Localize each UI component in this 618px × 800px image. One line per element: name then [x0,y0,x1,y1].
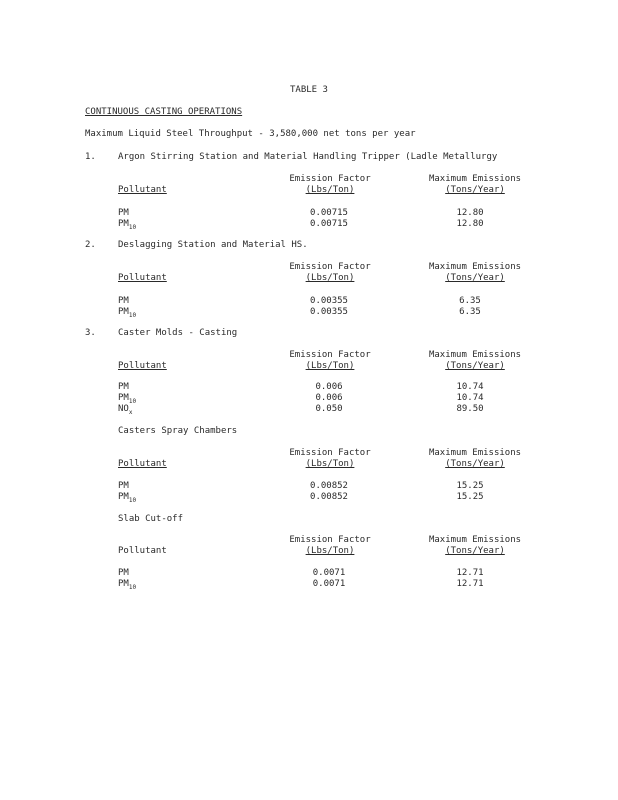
header-factor: Emission Factor [289,262,371,272]
section-heading: CONTINUOUS CASTING OPERATIONS [85,107,243,117]
max-cell: 12.80 [456,208,484,218]
section-number: 1. [85,152,96,162]
max-cell: 12.71 [456,568,484,578]
factor-cell: 0.00852 [310,481,348,491]
section-title: Casters Spray Chambers [118,426,238,436]
header-max: Maximum Emissions [428,174,522,184]
pollutant-cell: $PM_{10}$ [118,393,137,405]
header-max-units: (Tons/Year) [445,273,505,283]
max-cell: 12.71 [456,579,484,589]
header-factor: Emission Factor [289,535,371,545]
throughput-line: Maximum Liquid Steel Throughput - 3,580,000 net tons per year [85,129,416,139]
factor-cell: 0.00852 [310,492,348,502]
max-cell: 10.74 [456,382,484,392]
header-max-units: (Tons/Year) [445,546,505,556]
max-cell: 89.50 [456,404,484,414]
factor-cell: 0.00355 [310,296,348,306]
header-max: Maximum Emissions [428,262,522,272]
section-title: Deslagging Station and Material HS. [118,240,308,250]
section-title: Slab Cut-off [118,514,184,524]
pollutant-cell: $PM_{10}$ [118,307,137,319]
pollutant-cell: PM [118,296,129,306]
max-cell: 10.74 [456,393,484,403]
header-factor: Emission Factor [289,174,371,184]
factor-cell: 0.050 [315,404,343,414]
header-max-units: (Tons/Year) [445,459,505,469]
header-factor-units: (Lbs/Ton) [305,459,355,469]
factor-cell: 0.00715 [310,208,348,218]
pollutant-cell: PM [118,568,129,578]
factor-cell: 0.00715 [310,219,348,229]
max-cell: 6.35 [459,296,481,306]
section-number: 2. [85,240,96,250]
header-factor: Emission Factor [289,350,371,360]
factor-cell: 0.0071 [312,579,346,589]
header-pollutant: Pollutant [118,185,167,195]
pollutant-cell: $NO_x$ [118,404,133,416]
max-cell: 12.80 [456,219,484,229]
max-cell: 15.25 [456,481,484,491]
header-factor-units: (Lbs/Ton) [305,185,355,195]
header-max: Maximum Emissions [428,535,522,545]
pollutant-cell: PM [118,481,129,491]
header-pollutant: Pollutant [118,546,167,556]
factor-cell: 0.006 [315,393,343,403]
factor-cell: 0.0071 [312,568,346,578]
header-factor: Emission Factor [289,448,371,458]
max-cell: 15.25 [456,492,484,502]
section-title: Argon Stirring Station and Material Handling Tripper (Ladle Metallurgy [118,152,498,162]
section-title: Caster Molds - Casting [118,328,238,338]
header-max: Maximum Emissions [428,448,522,458]
pollutant-cell: $PM_{10}$ [118,579,137,591]
pollutant-cell: PM [118,208,129,218]
section-number: 3. [85,328,96,338]
header-pollutant: Pollutant [118,361,167,371]
header-max: Maximum Emissions [428,350,522,360]
header-pollutant: Pollutant [118,459,167,469]
pollutant-cell: $PM_{10}$ [118,219,137,231]
pollutant-cell: $PM_{10}$ [118,492,137,504]
factor-cell: 0.00355 [310,307,348,317]
pollutant-cell: PM [118,382,129,392]
factor-cell: 0.006 [315,382,343,392]
header-factor-units: (Lbs/Ton) [305,273,355,283]
max-cell: 6.35 [459,307,481,317]
header-factor-units: (Lbs/Ton) [305,546,355,556]
header-pollutant: Pollutant [118,273,167,283]
header-factor-units: (Lbs/Ton) [305,361,355,371]
header-max-units: (Tons/Year) [445,185,505,195]
table-title: TABLE 3 [290,85,328,95]
header-max-units: (Tons/Year) [445,361,505,371]
